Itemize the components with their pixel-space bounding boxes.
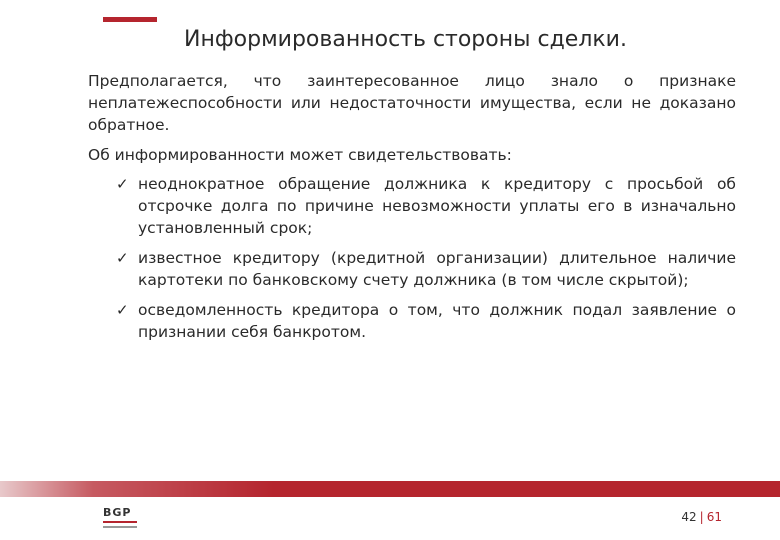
intro-paragraph: Предполагается, что заинтересованное лицо знало о признаке неплатежеспособности или недостаточности имущества, если не доказано обратное. — [88, 72, 736, 134]
list-item — [116, 173, 736, 239]
logo-text: BGP — [103, 506, 132, 519]
footer-band — [0, 481, 780, 497]
list-item-text: известное кредитору (кредитной организации) длительное наличие картотеки по банковскому счету должника (в том числе скрытой); — [138, 249, 736, 289]
evidence-list — [88, 173, 736, 343]
check-icon: ✓ — [116, 249, 129, 267]
logo-sub-line — [103, 526, 137, 528]
logo-accent-line — [103, 521, 137, 523]
slide-content — [88, 70, 736, 351]
check-icon: ✓ — [116, 175, 129, 193]
title-accent-bar — [103, 17, 157, 22]
slide-title: Информированность стороны сделки. — [184, 27, 627, 52]
list-item-text: неоднократное обращение должника к кредитору с просьбой об отсрочке долга по причине невозможности уплаты его в изначально установленный срок; — [138, 175, 736, 237]
page-total: 61 — [706, 510, 722, 524]
check-icon: ✓ — [116, 301, 129, 319]
page-current: 42 — [681, 510, 697, 524]
list-item — [116, 299, 736, 343]
page-separator: | — [699, 510, 704, 524]
list-item — [116, 247, 736, 291]
page-number — [681, 510, 722, 524]
subheading: Об информированности может свидетельствовать: — [88, 146, 512, 164]
list-item-text: осведомленность кредитора о том, что должник подал заявление о признании себя банкротом. — [138, 301, 736, 341]
company-logo — [103, 507, 137, 528]
